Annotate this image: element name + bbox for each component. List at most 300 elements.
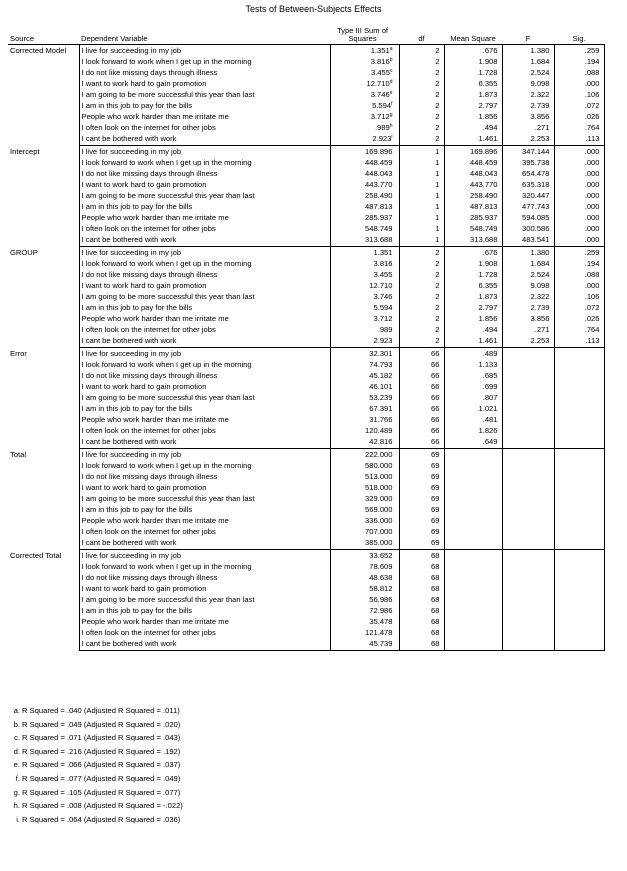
sig-cell — [554, 460, 604, 471]
sum-of-squares-value: 3.746 — [373, 292, 393, 301]
df-cell: 2 — [399, 269, 444, 280]
sig-cell: .000 — [554, 280, 604, 291]
sig-cell — [554, 537, 604, 550]
dependent-variable-cell: I live for succeeding in my job — [81, 46, 182, 55]
table-row — [8, 67, 604, 78]
table-row — [8, 381, 604, 392]
table-row — [8, 45, 604, 57]
mean-square-cell — [444, 515, 502, 526]
sum-of-squares-value: 67.391 — [369, 404, 393, 413]
sig-cell — [554, 493, 604, 504]
sum-of-squares-cell — [330, 234, 399, 247]
sum-of-squares-value: .989 — [374, 123, 390, 132]
table-row — [8, 583, 604, 594]
header-row — [8, 27, 604, 45]
sum-of-squares-value: 78.609 — [369, 562, 393, 571]
sum-of-squares-value: 3.455 — [370, 68, 390, 77]
sig-cell: .026 — [554, 111, 604, 122]
dependent-variable-cell: I often look on the internet for other jobs — [81, 628, 216, 637]
mean-square-cell — [444, 493, 502, 504]
f-cell — [502, 370, 554, 381]
footnote-text: R Squared = .077 (Adjusted R Squared = .049) — [22, 773, 181, 783]
sig-cell — [554, 436, 604, 449]
f-cell: 2.524 — [502, 269, 554, 280]
mean-square-cell — [444, 572, 502, 583]
footnote-key: e. — [13, 760, 20, 770]
dependent-variable-cell: I look forward to work when I get up in the morning — [81, 461, 252, 470]
dependent-variable-cell: People who work harder than me irritate me — [81, 112, 229, 121]
mean-square-cell: 258.490 — [444, 190, 502, 201]
table-row — [8, 146, 604, 158]
mean-square-cell: .481 — [444, 414, 502, 425]
sum-of-squares-value: 3.816 — [373, 259, 393, 268]
table-row — [8, 348, 604, 360]
dependent-variable-cell: I am in this job to pay for the bills — [81, 606, 193, 615]
df-cell: 2 — [399, 56, 444, 67]
table-row — [8, 335, 604, 348]
footnote — [10, 799, 183, 813]
mean-square-cell: 1.461 — [444, 335, 502, 348]
sum-of-squares-cell — [330, 403, 399, 414]
f-cell: 2.253 — [502, 133, 554, 146]
sum-of-squares-value: 3.746 — [370, 90, 390, 99]
f-cell: .271 — [502, 122, 554, 133]
mean-square-cell — [444, 537, 502, 550]
footnote-marker: a — [389, 46, 393, 52]
dependent-variable-cell: I look forward to work when I get up in the morning — [81, 360, 252, 369]
sum-of-squares-cell — [330, 414, 399, 425]
f-cell — [502, 414, 554, 425]
table-row — [8, 302, 604, 313]
table-row — [8, 157, 604, 168]
sig-cell — [554, 370, 604, 381]
sum-of-squares-value: 56.986 — [369, 595, 393, 604]
footnote-marker: h — [389, 123, 393, 129]
mean-square-cell — [444, 504, 502, 515]
footnote-key: d. — [13, 746, 20, 756]
sum-of-squares-cell — [330, 550, 399, 562]
f-cell: 1.684 — [502, 56, 554, 67]
f-cell: 635.318 — [502, 179, 554, 190]
f-cell: 2.253 — [502, 335, 554, 348]
table-row — [8, 201, 604, 212]
table-row — [8, 56, 604, 67]
df-cell: 1 — [399, 168, 444, 179]
sum-of-squares-cell — [330, 425, 399, 436]
mean-square-cell: 285.937 — [444, 212, 502, 223]
f-cell: 483.541 — [502, 234, 554, 247]
dependent-variable-cell: I live for succeeding in my job — [81, 450, 182, 459]
df-cell: 69 — [399, 537, 444, 550]
footnote-text: R Squared = .216 (Adjusted R Squared = .192) — [22, 746, 181, 756]
sum-of-squares-cell — [330, 370, 399, 381]
sig-cell: .072 — [554, 100, 604, 111]
df-cell: 68 — [399, 550, 444, 562]
dependent-variable-cell: I look forward to work when I get up in the morning — [81, 57, 252, 66]
mean-square-cell: .649 — [444, 436, 502, 449]
f-cell — [502, 482, 554, 493]
df-cell: 1 — [399, 212, 444, 223]
f-cell: 3.856 — [502, 111, 554, 122]
table-row — [8, 313, 604, 324]
footnote-key: a. — [13, 706, 20, 715]
sig-cell: .000 — [554, 146, 604, 158]
sum-of-squares-value: 329.000 — [365, 494, 393, 503]
sum-of-squares-value: 1.351 — [373, 248, 393, 257]
df-cell: 2 — [399, 111, 444, 122]
df-cell: 69 — [399, 526, 444, 537]
f-cell: 2.739 — [502, 302, 554, 313]
dependent-variable-cell: I want to work hard to gain promotion — [81, 382, 207, 391]
dependent-variable-cell: I am in this job to pay for the bills — [81, 404, 193, 413]
sum-of-squares-value: 3.712 — [370, 112, 390, 121]
dependent-variable-cell: I want to work hard to gain promotion — [81, 180, 207, 189]
table-row — [8, 537, 604, 550]
sig-cell — [554, 638, 604, 651]
mean-square-cell: .676 — [444, 247, 502, 259]
footnote-key: f. — [15, 773, 20, 783]
df-cell: 68 — [399, 594, 444, 605]
f-cell: 9.098 — [502, 78, 554, 89]
f-cell — [502, 425, 554, 436]
dependent-variable-cell: I do not like missing days through illness — [81, 573, 218, 582]
df-cell: 66 — [399, 370, 444, 381]
table-row — [8, 212, 604, 223]
f-cell — [502, 381, 554, 392]
mean-square-cell: 1.826 — [444, 425, 502, 436]
dependent-variable-cell: I want to work hard to gain promotion — [81, 281, 207, 290]
table-row — [8, 89, 604, 100]
df-cell: 69 — [399, 471, 444, 482]
sum-of-squares-value: 12.710 — [369, 281, 393, 290]
sum-of-squares-cell — [330, 302, 399, 313]
df-cell: 66 — [399, 414, 444, 425]
sum-of-squares-cell — [330, 638, 399, 651]
f-cell — [502, 436, 554, 449]
mean-square-cell: 2.797 — [444, 100, 502, 111]
sig-cell: .764 — [554, 122, 604, 133]
mean-square-cell: 6.355 — [444, 78, 502, 89]
dependent-variable-cell: I do not like missing days through illness — [81, 68, 218, 77]
sum-of-squares-cell — [330, 146, 399, 158]
sum-of-squares-cell — [330, 482, 399, 493]
df-cell: 69 — [399, 449, 444, 461]
sum-of-squares-cell — [330, 460, 399, 471]
mean-square-cell: 1.873 — [444, 291, 502, 302]
mean-square-cell: 487.813 — [444, 201, 502, 212]
dependent-variable-cell: People who work harder than me irritate me — [81, 415, 229, 424]
f-cell — [502, 403, 554, 414]
footnote-marker: c — [390, 68, 393, 74]
dependent-variable-cell: I am in this job to pay for the bills — [81, 101, 193, 110]
sum-of-squares-value: 313.688 — [365, 235, 393, 244]
footnote — [10, 718, 183, 732]
df-cell: 2 — [399, 78, 444, 89]
sum-of-squares-cell — [330, 594, 399, 605]
df-cell: 66 — [399, 381, 444, 392]
f-cell — [502, 572, 554, 583]
dependent-variable-cell: People who work harder than me irritate me — [81, 516, 229, 525]
footnote-marker: e — [389, 90, 393, 96]
table-body — [8, 45, 604, 651]
sig-cell — [554, 572, 604, 583]
mean-square-cell: 6.355 — [444, 280, 502, 291]
sig-cell: .106 — [554, 89, 604, 100]
df-cell: 66 — [399, 425, 444, 436]
mean-square-cell — [444, 482, 502, 493]
df-cell: 68 — [399, 605, 444, 616]
mean-square-cell: 1.461 — [444, 133, 502, 146]
footnote-marker: i — [391, 134, 393, 140]
mean-square-cell — [444, 638, 502, 651]
mean-square-cell: 1.728 — [444, 67, 502, 78]
f-cell — [502, 359, 554, 370]
mean-square-cell — [444, 550, 502, 562]
source-cell: Error — [8, 348, 79, 449]
mean-square-cell — [444, 449, 502, 461]
footnote-marker: f — [391, 101, 393, 107]
sum-of-squares-value: 3.712 — [373, 314, 393, 323]
footnote-text: R Squared = .040 (Adjusted R Squared = .011) — [22, 706, 180, 715]
table-row — [8, 449, 604, 461]
dependent-variable-cell: I live for succeeding in my job — [81, 349, 182, 358]
source-cell: Total — [8, 449, 79, 550]
header-dependent-variable: Dependent Variable — [79, 27, 330, 45]
sig-cell — [554, 471, 604, 482]
df-cell: 1 — [399, 179, 444, 190]
footnote-text: R Squared = .105 (Adjusted R Squared = .077) — [22, 787, 181, 797]
mean-square-cell: .807 — [444, 392, 502, 403]
sum-of-squares-cell — [330, 179, 399, 190]
sig-cell — [554, 550, 604, 562]
table-row — [8, 258, 604, 269]
f-cell: 654.478 — [502, 168, 554, 179]
dependent-variable-cell: I do not like missing days through illness — [81, 169, 218, 178]
dependent-variable-cell: I am going to be more successful this year than last — [81, 494, 255, 503]
df-cell: 68 — [399, 572, 444, 583]
sum-of-squares-value: 443.770 — [365, 180, 393, 189]
header-mean-square: Mean Square — [444, 27, 502, 45]
dependent-variable-cell: I live for succeeding in my job — [81, 248, 182, 257]
table-row — [8, 403, 604, 414]
table-row — [8, 392, 604, 403]
sum-of-squares-cell — [330, 493, 399, 504]
sum-of-squares-cell — [330, 157, 399, 168]
sig-cell — [554, 583, 604, 594]
sum-of-squares-value: 707.000 — [365, 527, 393, 536]
sig-cell — [554, 515, 604, 526]
df-cell: 69 — [399, 493, 444, 504]
f-cell: 2.322 — [502, 291, 554, 302]
table-row — [8, 280, 604, 291]
df-cell: 2 — [399, 133, 444, 146]
f-cell — [502, 583, 554, 594]
mean-square-cell: 1.728 — [444, 269, 502, 280]
sum-of-squares-value: 385.000 — [365, 538, 393, 547]
dependent-variable-cell: I do not like missing days through illness — [81, 270, 218, 279]
f-cell — [502, 616, 554, 627]
table-row — [8, 515, 604, 526]
mean-square-cell: 448.459 — [444, 157, 502, 168]
df-cell: 2 — [399, 247, 444, 259]
df-cell: 2 — [399, 302, 444, 313]
dependent-variable-cell: I want to work hard to gain promotion — [81, 584, 207, 593]
f-cell — [502, 638, 554, 651]
footnote — [10, 745, 183, 759]
table-row — [8, 482, 604, 493]
sum-of-squares-value: 35.478 — [369, 617, 393, 626]
df-cell: 2 — [399, 89, 444, 100]
sum-of-squares-cell — [330, 537, 399, 550]
table-row — [8, 414, 604, 425]
sum-of-squares-value: 1.351 — [370, 46, 390, 55]
mean-square-cell — [444, 583, 502, 594]
mean-square-cell — [444, 627, 502, 638]
f-cell — [502, 515, 554, 526]
f-cell — [502, 348, 554, 360]
sum-of-squares-cell — [330, 280, 399, 291]
df-cell: 1 — [399, 234, 444, 247]
df-cell: 2 — [399, 258, 444, 269]
sum-of-squares-value: 33.652 — [369, 551, 393, 560]
table-row — [8, 561, 604, 572]
footnote-text: R Squared = .066 (Adjusted R Squared = .037) — [22, 760, 181, 770]
sum-of-squares-cell — [330, 572, 399, 583]
source-cell: Corrected Model — [8, 45, 79, 146]
f-cell: 300.586 — [502, 223, 554, 234]
f-cell — [502, 526, 554, 537]
footnotes — [10, 704, 183, 826]
f-cell: 2.524 — [502, 67, 554, 78]
mean-square-cell: 1.873 — [444, 89, 502, 100]
footnote — [10, 813, 183, 827]
sum-of-squares-value: 32.301 — [369, 349, 393, 358]
sum-of-squares-value: 3.455 — [373, 270, 393, 279]
sum-of-squares-cell — [330, 269, 399, 280]
dependent-variable-cell: People who work harder than me irritate me — [81, 617, 229, 626]
dependent-variable-cell: I am going to be more successful this year than last — [81, 393, 255, 402]
sum-of-squares-value: 3.816 — [370, 57, 390, 66]
dependent-variable-cell: I cant be bothered with work — [79, 335, 330, 348]
sum-of-squares-value: 12.710 — [366, 79, 390, 88]
f-cell — [502, 627, 554, 638]
sig-cell: .194 — [554, 56, 604, 67]
footnote-key: c. — [14, 733, 20, 743]
mean-square-cell — [444, 616, 502, 627]
footnote-text: R Squared = .008 (Adjusted R Squared = -.022) — [22, 801, 183, 811]
table-title: Tests of Between-Subjects Effects — [245, 4, 382, 14]
sum-of-squares-value: 5.594 — [372, 101, 392, 110]
header-f: F — [502, 27, 554, 45]
footnote-marker: b — [389, 57, 393, 63]
table-row — [8, 78, 604, 89]
sig-cell — [554, 449, 604, 461]
dependent-variable-cell: I often look on the internet for other jobs — [81, 224, 216, 233]
sum-of-squares-cell — [330, 100, 399, 111]
f-cell: 2.322 — [502, 89, 554, 100]
sig-cell: .000 — [554, 179, 604, 190]
sum-of-squares-cell — [330, 56, 399, 67]
footnote — [10, 786, 183, 800]
f-cell: 2.739 — [502, 100, 554, 111]
sig-cell: .000 — [554, 223, 604, 234]
table-row — [8, 436, 604, 449]
sum-of-squares-value: 258.490 — [365, 191, 393, 200]
sum-of-squares-value: 548.749 — [365, 224, 393, 233]
sig-cell — [554, 425, 604, 436]
mean-square-cell: 2.797 — [444, 302, 502, 313]
table-row — [8, 504, 604, 515]
table-row — [8, 111, 604, 122]
dependent-variable-cell: I am in this job to pay for the bills — [81, 202, 193, 211]
sum-of-squares-value: 222.000 — [365, 450, 393, 459]
f-cell: 594.085 — [502, 212, 554, 223]
sum-of-squares-cell — [330, 392, 399, 403]
sum-of-squares-value: 121.478 — [365, 628, 393, 637]
sum-of-squares-value: 58.812 — [369, 584, 393, 593]
dependent-variable-cell: I look forward to work when I get up in the morning — [81, 259, 252, 268]
sum-of-squares-cell — [330, 616, 399, 627]
dependent-variable-cell: I often look on the internet for other jobs — [81, 325, 216, 334]
f-cell — [502, 594, 554, 605]
f-cell — [502, 550, 554, 562]
df-cell: 1 — [399, 157, 444, 168]
footnote-text: R Squared = .071 (Adjusted R Squared = .043) — [22, 733, 181, 743]
table-row — [8, 616, 604, 627]
mean-square-cell — [444, 594, 502, 605]
df-cell: 69 — [399, 515, 444, 526]
footnote-text: R Squared = .049 (Adjusted R Squared = .020) — [22, 719, 181, 729]
footnote-key: b. — [13, 719, 20, 729]
df-cell: 68 — [399, 616, 444, 627]
sum-of-squares-cell — [330, 67, 399, 78]
mean-square-cell: 169.896 — [444, 146, 502, 158]
sum-of-squares-cell — [330, 190, 399, 201]
dependent-variable-cell: I cant be bothered with work — [79, 638, 330, 651]
df-cell: 69 — [399, 460, 444, 471]
dependent-variable-cell: I live for succeeding in my job — [81, 551, 182, 560]
sig-cell: .000 — [554, 201, 604, 212]
table-row — [8, 291, 604, 302]
f-cell: .271 — [502, 324, 554, 335]
footnote-text: R Squared = .064 (Adjusted R Squared = .036) — [22, 814, 181, 824]
f-cell — [502, 605, 554, 616]
table-row — [8, 168, 604, 179]
sig-cell — [554, 627, 604, 638]
sig-cell — [554, 482, 604, 493]
dependent-variable-cell: I often look on the internet for other jobs — [81, 123, 216, 132]
mean-square-cell: 1.021 — [444, 403, 502, 414]
sig-cell: .088 — [554, 67, 604, 78]
f-cell — [502, 493, 554, 504]
df-cell: 1 — [399, 223, 444, 234]
sig-cell — [554, 381, 604, 392]
sum-of-squares-cell — [330, 449, 399, 461]
sum-of-squares-value: 580.000 — [365, 461, 393, 470]
df-cell: 68 — [399, 583, 444, 594]
f-cell — [502, 449, 554, 461]
table-row — [8, 460, 604, 471]
sum-of-squares-value: 169.896 — [365, 147, 393, 156]
df-cell: 2 — [399, 335, 444, 348]
sum-of-squares-cell — [330, 133, 399, 146]
sig-cell: .000 — [554, 212, 604, 223]
sum-of-squares-value: .989 — [377, 325, 393, 334]
sum-of-squares-cell — [330, 45, 399, 57]
dependent-variable-cell: I am going to be more successful this year than last — [81, 191, 255, 200]
sum-of-squares-cell — [330, 335, 399, 348]
source-cell: GROUP — [8, 247, 79, 348]
